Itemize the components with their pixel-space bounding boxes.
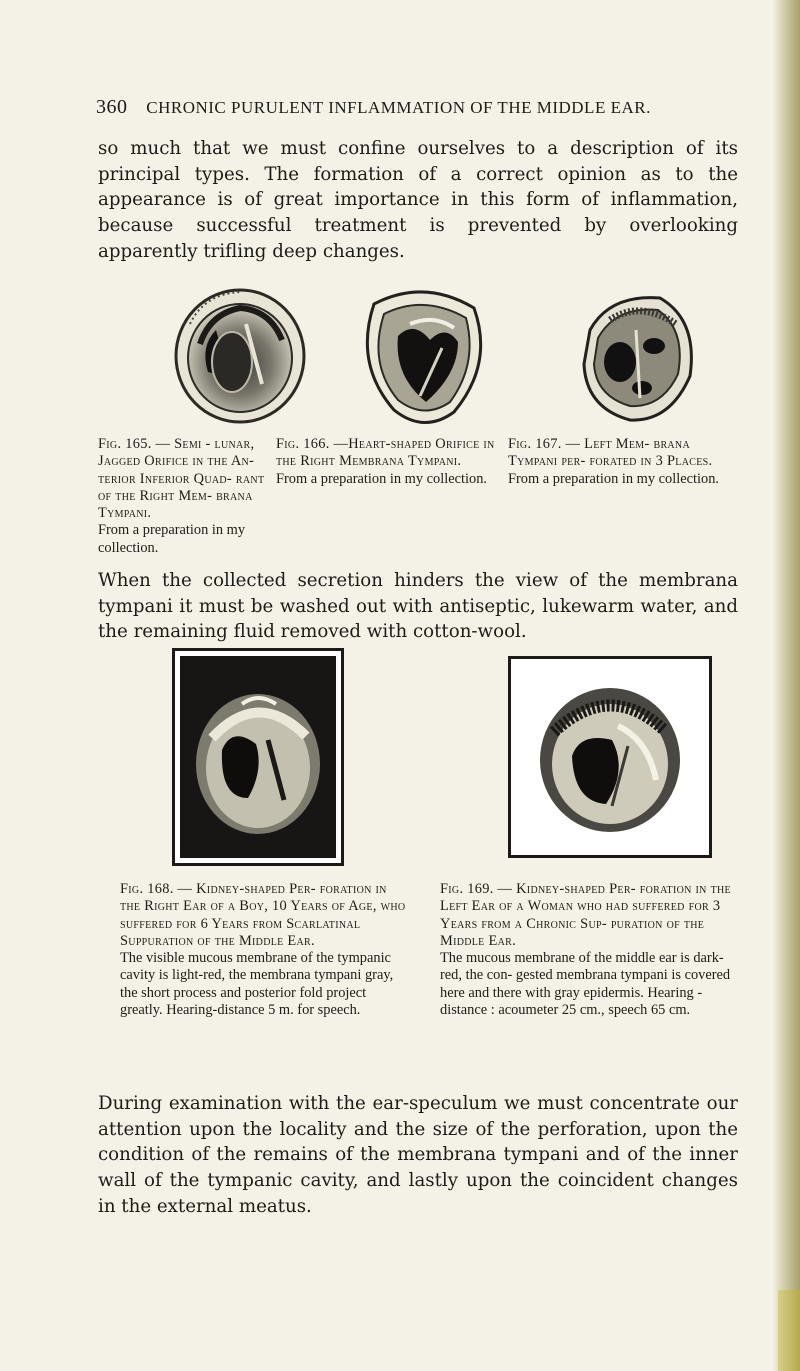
running-header xyxy=(96,96,736,119)
figure-168-illustration xyxy=(172,648,344,866)
figure-167-title: Fig. 167. — Left Mem- brana Tympani per- forated in 3 Places. xyxy=(508,436,713,470)
figure-166-title: Fig. 166. —Heart-shaped Orifice in the Right Membrana Tympani. xyxy=(276,436,495,470)
page-edge-shadow xyxy=(772,0,800,1371)
figure-166-caption xyxy=(276,436,500,488)
figure-168-note: The visible mucous membrane of the tympanic cavity is light-red, the membrana tympani gray, the short process and posterior fold project greatly. Hearing-distance 5 m. for speech. xyxy=(120,950,394,1019)
figure-169-title: Fig. 169. — Kidney-shaped Per- foration in the Left Ear of a Woman who had suffered for 3 Years from a Chronic Sup- puration of the Middle Ear. xyxy=(440,881,731,949)
figure-168-title: Fig. 168. — Kidney-shaped Per- foration in the Right Ear of a Boy, 10 Years of Age, who suffered for 6 Years from Scarlatinal Suppuration of the Middle Ear. xyxy=(120,881,406,949)
figure-165-illustration xyxy=(170,284,310,424)
figure-167-illustration xyxy=(570,290,704,426)
figure-167-note: From a preparation in my collection. xyxy=(508,470,720,487)
figure-165-title: Fig. 165. — Semi - lunar, Jagged Orifice in the An- terior Inferior Quad- rant of the Right Mem- brana Tympani. xyxy=(98,436,265,522)
figure-169-caption xyxy=(440,881,732,1019)
figure-169-note: The mucous membrane of the middle ear is dark-red, the con- gested membrana tympani is covered here and there with gray epidermis. Hearing - distance : acoumeter 25 cm., speech 65 cm. xyxy=(440,950,731,1019)
figure-167-caption xyxy=(508,436,736,488)
figure-165-caption xyxy=(98,436,268,557)
figure-166-note: From a preparation in my collection. xyxy=(276,470,488,487)
figure-165-note: From a preparation in my collection. xyxy=(98,522,246,556)
page-number: 360 xyxy=(96,96,128,118)
paragraph-2: When the collected secretion hinders the view of the membrana tympani it must be washed out with antiseptic, lukewarm water, and the remaining fluid removed with cotton-wool. xyxy=(98,570,738,643)
page-edge-stain xyxy=(778,1290,800,1371)
figure-166-illustration xyxy=(354,284,494,434)
figure-168-caption xyxy=(120,881,410,1019)
figure-169-illustration xyxy=(508,656,712,858)
paragraph-1: so much that we must confine ourselves to a description of its principal types. The formation of a correct opinion as to the appearance is of great importance in this form of inflammation, because successful treatment is prevented by overlooking apparently trifling deep changes. xyxy=(98,138,738,262)
paragraph-3: During examination with the ear-speculum we must concentrate our attention upon the locality and the size of the perforation, upon the condition of the remains of the membrana tympani and of the inner wall of the tympanic cavity, and lastly upon the coincident changes in the external meatus. xyxy=(98,1093,738,1217)
running-title: CHRONIC PURULENT INFLAMMATION OF THE MIDDLE EAR. xyxy=(146,98,651,117)
